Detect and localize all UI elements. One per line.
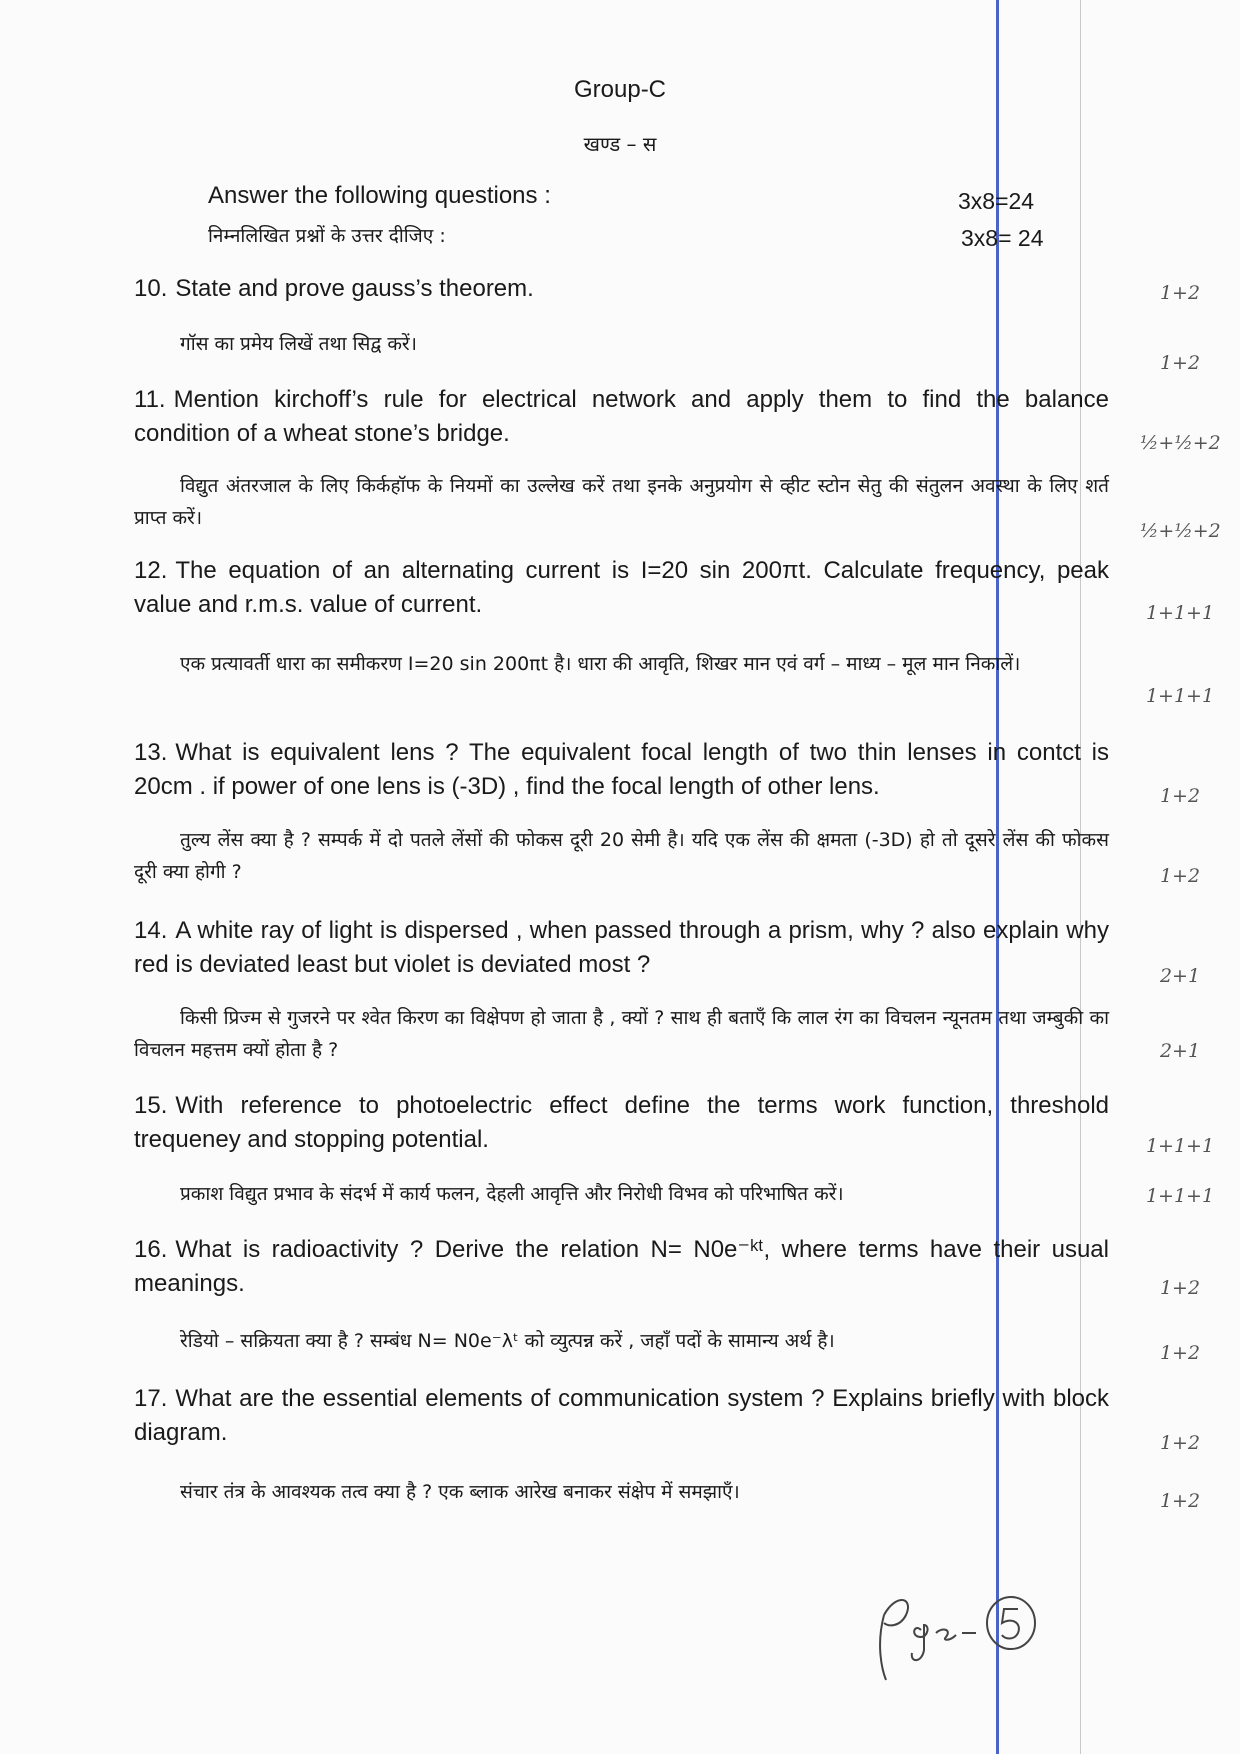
- mark-16-english: 1+2: [1159, 1277, 1201, 1299]
- question-number: 12.: [134, 557, 168, 584]
- question-number: 15.: [134, 1092, 168, 1119]
- question-12-hindi: एक प्रत्यावर्ती धारा का समीकरण I=20 sin 200πt है। धारा की आवृति, शिखर मान एवं वर्ग – माध्य – मूल मान निकालें।: [180, 653, 1021, 675]
- mark-14-english: 2+1: [1159, 965, 1201, 987]
- question-text: What is radioactivity ? Derive the relation N= N0e⁻ᵏᵗ, where terms have their usual meanings.: [134, 1236, 1109, 1297]
- question-number: 16.: [134, 1236, 168, 1263]
- mark-10-hindi: 1+2: [1159, 352, 1201, 374]
- question-text: State and prove gauss’s theorem.: [175, 275, 534, 302]
- question-text: With reference to photoelectric effect define the terms work function, threshold trequeney and stopping potential.: [134, 1092, 1109, 1153]
- question-13-english: [134, 736, 1109, 804]
- mark-17-hindi: 1+2: [1159, 1490, 1201, 1512]
- mark-11-english: ½+½+2: [1140, 432, 1221, 454]
- question-10-hindi: गॉस का प्रमेय लिखें तथा सिद्व करें।: [180, 333, 417, 355]
- question-number: 14.: [134, 917, 168, 944]
- mark-16-hindi: 1+2: [1159, 1342, 1201, 1364]
- mark-12-english: 1+1+1: [1145, 602, 1215, 624]
- question-number: 13.: [134, 739, 168, 766]
- question-text: Mention kirchoff’s rule for electrical network and apply them to find the balance condition of a wheat stone’s bridge.: [134, 386, 1109, 447]
- page-number-handwritten: [866, 1575, 1066, 1685]
- section-title-hindi: खण्ड – स: [583, 132, 657, 156]
- question-number: 17.: [134, 1385, 168, 1412]
- question-11-english: [134, 383, 1109, 451]
- question-text: A white ray of light is dispersed , when passed through a prism, why ? also explain why red is deviated least but violet is deviated most ?: [134, 917, 1109, 978]
- question-14-hindi: किसी प्रिज्म से गुजरने पर श्वेत किरण का विक्षेपण हो जाता है , क्यों ? साथ ही बताएँ कि लाल रंग का विचलन न्यूनतम तथा जम्बुकी का विचलन महत्तम क्यों होता है ?: [134, 1007, 1109, 1061]
- mark-13-english: 1+2: [1159, 785, 1201, 807]
- question-text: What is equivalent lens ? The equivalent focal length of two thin lenses in contct is 20cm . if power of one lens is (-3D) , find the focal length of other lens.: [134, 739, 1109, 800]
- mark-11-hindi: ½+½+2: [1140, 520, 1221, 542]
- total-marks-hindi: 3x8= 24: [961, 225, 1044, 251]
- question-15-hindi: प्रकाश विद्युत प्रभाव के संदर्भ में कार्य फलन, देहली आवृत्ति और निरोधी विभव को परिभाषित करें।: [180, 1183, 844, 1205]
- mark-15-english: 1+1+1: [1145, 1135, 1215, 1157]
- question-12-english: [134, 554, 1109, 622]
- mark-15-hindi: 1+1+1: [1145, 1185, 1215, 1207]
- question-number: 10.: [134, 275, 168, 302]
- question-number: 11.: [134, 386, 166, 413]
- question-15-english: [134, 1089, 1109, 1157]
- question-14-english: [134, 914, 1109, 982]
- question-16-hindi: रेडियो – सक्रियता क्या है ? सम्बंध N= N0e⁻λᵗ को व्युत्पन्न करें , जहाँ पदों के सामान्य अर्थ है।: [180, 1330, 835, 1352]
- mark-10-english: 1+2: [1159, 282, 1201, 304]
- question-13-hindi: तुल्य लेंस क्या है ? सम्पर्क में दो पतले लेंसों की फोकस दूरी 20 सेमी है। यदि एक लेंस की क्षमता (-3D) हो तो दूसरे लेंस की फोकस दूरी क्या होगी ?: [134, 829, 1109, 883]
- question-11-hindi: विद्युत अंतरजाल के लिए किर्कहॉफ के नियमों का उल्लेख करें तथा इनके अनुप्रयोग से व्हीट स्टोन सेतु की संतुलन अवस्था के लिए शर्त प्राप्त करें।: [134, 475, 1109, 529]
- instruction-english: Answer the following questions :: [208, 182, 551, 209]
- total-marks-english: 3x8=24: [958, 188, 1035, 214]
- mark-12-hindi: 1+1+1: [1145, 685, 1215, 707]
- question-10-english: [134, 272, 1109, 306]
- question-text: The equation of an alternating current is I=20 sin 200πt. Calculate frequency, peak value and r.m.s. value of current.: [134, 557, 1109, 618]
- mark-17-english: 1+2: [1159, 1432, 1201, 1454]
- question-17-hindi: संचार तंत्र के आवश्यक तत्व क्या है ? एक ब्लाक आरेख बनाकर संक्षेप में समझाएँ।: [180, 1481, 740, 1503]
- mark-13-hindi: 1+2: [1159, 865, 1201, 887]
- group-title: Group-C: [573, 76, 667, 103]
- question-17-english: [134, 1382, 1109, 1450]
- instruction-hindi: निम्नलिखित प्रश्नों के उत्तर दीजिए :: [208, 225, 446, 247]
- mark-14-hindi: 2+1: [1159, 1040, 1201, 1062]
- question-16-english: [134, 1233, 1109, 1301]
- question-text: What are the essential elements of communication system ? Explains briefly with block diagram.: [134, 1385, 1109, 1446]
